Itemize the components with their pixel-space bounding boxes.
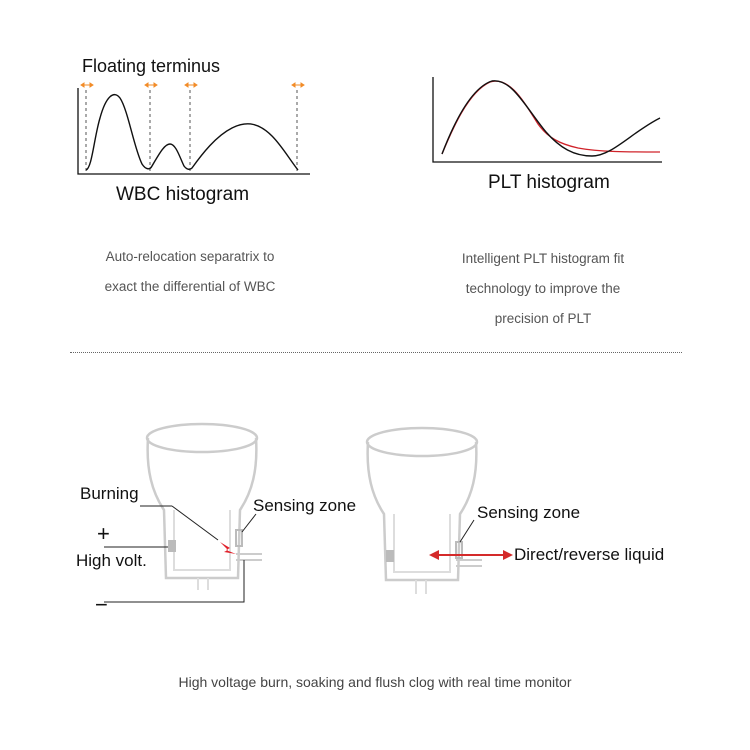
direct-reverse-arrow-icon — [428, 548, 514, 562]
wbc-histogram-chart — [70, 78, 320, 184]
flush-sensing-leader — [460, 520, 474, 542]
wbc-description-line-2: exact the differential of WBC — [104, 279, 276, 294]
plt-raw-curve — [442, 81, 660, 156]
plt-description-line-1: Intelligent PLT histogram fit — [461, 251, 625, 266]
plt-description — [412, 244, 674, 334]
plt-axes — [433, 77, 662, 162]
burn-chamber-diagram — [90, 410, 280, 620]
plt-description-line-3: precision of PLT — [494, 311, 592, 326]
plt-fit-curve — [442, 81, 660, 154]
spark-icon — [220, 542, 236, 554]
burning-label: Burning — [80, 484, 139, 503]
floating-terminus-title: Floating terminus — [82, 56, 221, 76]
wbc-description-line-1: Auto-relocation separatrix to — [105, 249, 275, 264]
burn-cup-body — [148, 438, 257, 578]
flush-sensing-zone-label: Sensing zone — [477, 503, 581, 522]
wbc-description — [60, 242, 320, 302]
flush-electrode-left — [386, 550, 394, 562]
plt-histogram-caption: PLT histogram — [488, 172, 610, 193]
footer-caption: High voltage burn, soaking and flush clog with real time monitor — [178, 674, 572, 690]
direct-reverse-liquid-label: Direct/reverse liquid — [514, 545, 665, 564]
burn-electrode-left — [168, 540, 176, 552]
wbc-axes — [78, 88, 310, 174]
plt-histogram-chart — [428, 72, 668, 168]
floating-marker-icons — [81, 83, 304, 87]
high-volt-label: High volt. — [76, 551, 147, 570]
section-divider — [70, 352, 682, 353]
burn-sensing-zone-label: Sensing zone — [253, 496, 357, 515]
wbc-histogram-curve — [86, 95, 298, 170]
plus-sign: + — [97, 521, 110, 546]
wbc-histogram-caption: WBC histogram — [116, 184, 250, 205]
minus-sign: − — [95, 592, 108, 617]
burn-cup-rim — [147, 424, 257, 452]
flush-cup-rim — [367, 428, 477, 456]
burn-sensing-leader — [242, 514, 256, 532]
plt-description-line-2: technology to improve the — [465, 281, 621, 296]
